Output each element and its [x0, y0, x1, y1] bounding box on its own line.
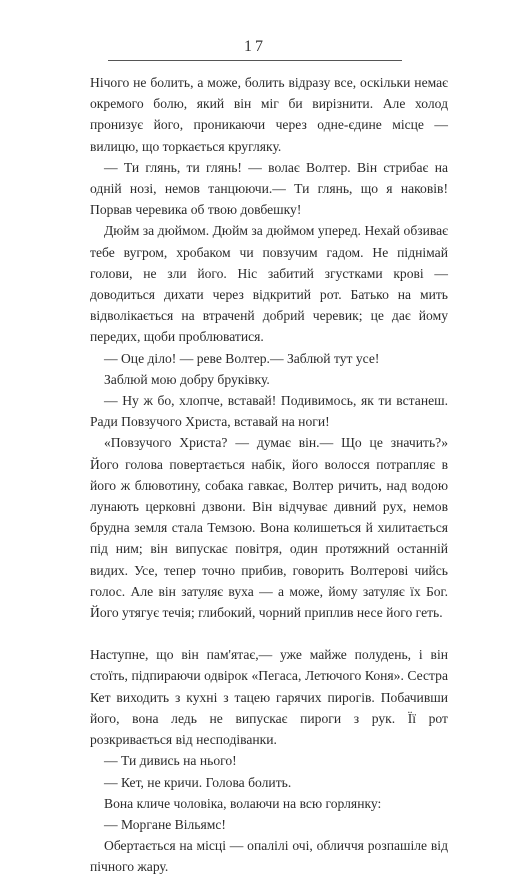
page-header: [80, 38, 430, 56]
paragraph: Обертається на місці — опалілі очі, обличчя розпашіле від пічного жару.: [90, 838, 448, 875]
paragraph: — Кет, не кричи. Голова болить.: [104, 774, 292, 790]
paragraph: — Ти глянь, ти глянь! — волає Волтер. Він стрибає на одній нозі, немов танцюючи.— Ти глянь, що я наковів! Порвав черевика об твою довбешку!: [90, 159, 448, 218]
header-rule: [108, 60, 402, 61]
paragraph: — Ну ж бо, хлопче, вставай! Подивимось, як ти встанеш. Ради Повзучого Христа, вставай на ноги!: [90, 393, 448, 430]
paragraph: Заблюй мою добру бруківку.: [104, 371, 270, 387]
body-text: [90, 72, 448, 878]
paragraph: «Повзучого Христа? — думає він.— Що це значить?» Його голова повертається набік, його волосся потрапляє в його ж блювотину, собака гавкає, Волтер ричить, над водою лунають церковні дзвони. Він відчуває дивний рух, немов брудна земля стала Темзою. Вона колишеться й хилитається під ним; він випускає повітря, один протяжний останній видих. Усе, тепер точно прибив, говорить Волтерові чийсь голос. Але він затуляє вуха — а може, йому затуляє їх Бог. Його утягує течія; глибокий, чорний приплив несе його геть.: [90, 435, 448, 621]
paragraph: — Ти дивись на нього!: [104, 753, 237, 769]
page-number: 17: [244, 38, 266, 55]
paragraph: Дюйм за дюймом. Дюйм за дюймом уперед. Нехай обзиває тебе вугром, хробаком чи повзучим гадом. Не піднімай голови, не зли його. Ніс забитий згустками крові — доводиться дихати через відкритий рот. Батько на мить відволікається на втраченй добрий черевик; це дає йому передих, щоби проблюватися.: [90, 223, 448, 345]
paragraph: Нічого не болить, а може, болить відразу все, оскільки немає окремого болю, який він міг би вирізнити. Але холод пронизує його, проникаючи через одне-єдине місце — вилицю, що торкається кругляку.: [90, 75, 448, 154]
paragraph: Наступне, що він пам'ятає,— уже майже полудень, і він стоїть, підпираючи одвірок «Пегаса, Летючого Коня». Сестра Кет виходить з кухні з тацею гарячих пирогів. Побачивши його, вона ледь не випускає пироги з рук. Її рот розкривається від несподіванки.: [90, 647, 448, 748]
paragraph: — Моргане Вільямс!: [104, 816, 226, 832]
paragraph: — Оце діло! — реве Волтер.— Заблюй тут усе!: [104, 350, 380, 366]
paragraph: Вона кличе чоловіка, волаючи на всю горлянку:: [104, 795, 382, 811]
